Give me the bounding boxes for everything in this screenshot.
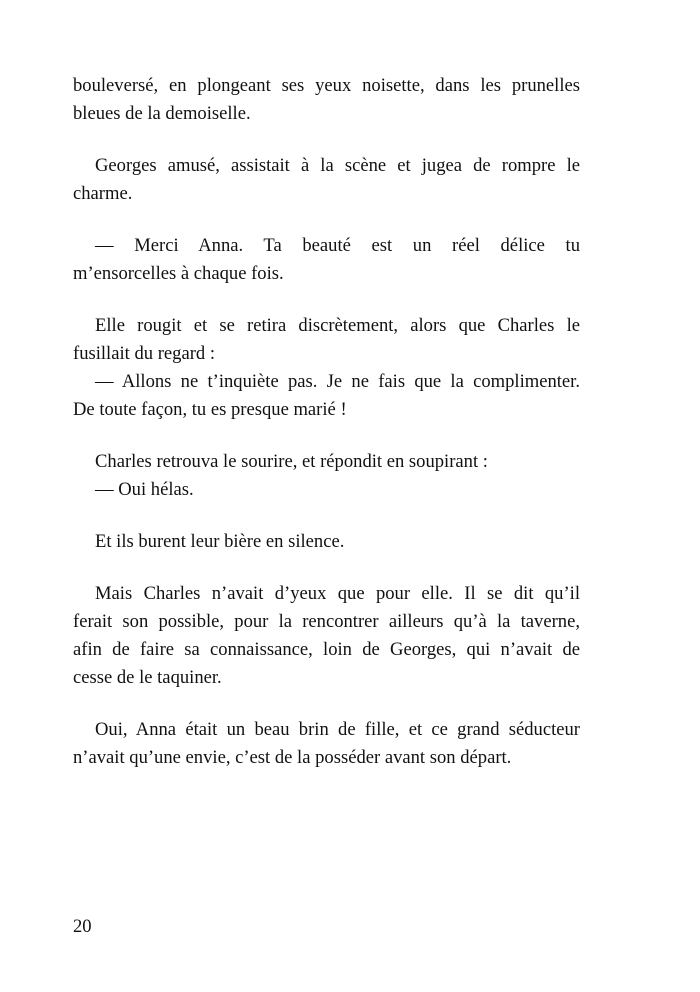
paragraph-gap: [73, 692, 580, 716]
text-line: m’ensorcelles à chaque fois.: [73, 263, 284, 284]
page-body: [73, 72, 580, 772]
page-number: 20: [73, 916, 92, 937]
text-line: charme.: [73, 183, 133, 204]
text-line: Mais Charles n’avait d’yeux que pour elle. Il se dit qu’il: [95, 583, 580, 604]
text-line: cesse de le taquiner.: [73, 667, 222, 688]
paragraph-gap: [73, 208, 580, 232]
text-line: Elle rougit et se retira discrètement, alors que Charles le: [95, 315, 580, 336]
paragraph-gap: [73, 556, 580, 580]
paragraph-2: [73, 152, 580, 208]
text-line: Oui, Anna était un beau brin de fille, et ce grand séducteur: [95, 719, 580, 740]
text-line: De toute façon, tu es presque marié !: [73, 399, 347, 420]
paragraph-gap: [73, 128, 580, 152]
text-line: ferait son possible, pour la rencontrer ailleurs qu’à la taverne,: [73, 611, 580, 632]
text-line: Charles retrouva le sourire, et répondit en soupirant :: [95, 451, 488, 472]
text-line: fusillait du regard :: [73, 343, 215, 364]
paragraph-7: [73, 580, 580, 692]
paragraph-3: [73, 232, 580, 288]
paragraph-gap: [73, 424, 580, 448]
text-line: bouleversé, en plongeant ses yeux noisette, dans les prunelles: [73, 75, 580, 96]
paragraph-8: [73, 716, 580, 772]
text-line: — Allons ne t’inquiète pas. Je ne fais que la complimenter.: [95, 371, 580, 392]
text-line: afin de faire sa connaissance, loin de Georges, qui n’avait de: [73, 639, 580, 660]
paragraph-4: [73, 312, 580, 424]
text-line: n’avait qu’une envie, c’est de la posséder avant son départ.: [73, 747, 512, 768]
text-line: Georges amusé, assistait à la scène et jugea de rompre le: [95, 155, 580, 176]
paragraph-1: [73, 72, 580, 128]
paragraph-6: [73, 528, 580, 556]
text-line: — Merci Anna. Ta beauté est un réel délice tu: [95, 235, 580, 256]
paragraph-gap: [73, 504, 580, 528]
paragraph-5: [73, 448, 580, 504]
text-line: Et ils burent leur bière en silence.: [95, 531, 345, 552]
text-line: — Oui hélas.: [95, 479, 194, 500]
paragraph-gap: [73, 288, 580, 312]
text-line: bleues de la demoiselle.: [73, 103, 251, 124]
